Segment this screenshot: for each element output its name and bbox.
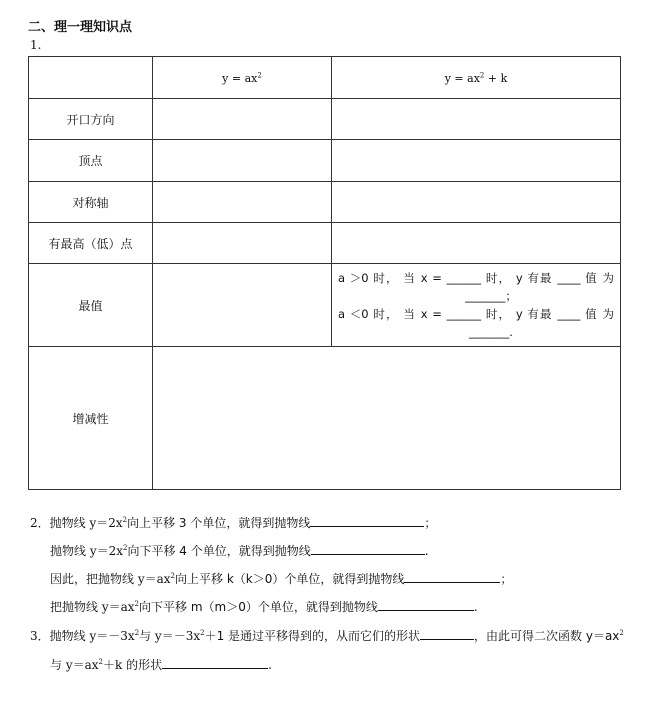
row-label-axis-of-symmetry: 对称轴	[29, 182, 153, 223]
item-2-line-4: 把抛物线 $y=ax^2$向下平移 m（m＞0）个单位，就得到抛物线 .	[50, 600, 478, 614]
table-row	[29, 182, 621, 223]
item-3-line-2: 与 $y=ax^2+k$ 的形状 .	[50, 658, 272, 672]
formula-y-ax2: $y = ax^2$	[222, 70, 262, 85]
knowledge-table	[28, 56, 621, 490]
table-row	[29, 264, 621, 347]
item-2-line-1: 2．抛物线 $y=2x^2$向上平移 3 个单位，就得到抛物线 ；	[30, 516, 437, 530]
header-col-y-ax2	[153, 57, 332, 99]
item-1-number: 1.	[30, 38, 42, 52]
table-header-row	[29, 57, 621, 99]
item-2-line-3: 因此，把抛物线 $y=ax^2$向上平移 k（k＞0）个单位，就得到抛物线 ；	[50, 572, 513, 586]
extreme-line-a-positive: a ＞0 时， 当 x = ______ 时， y 有最 ____ 值 为	[338, 271, 614, 285]
answer-cell[interactable]	[153, 264, 332, 347]
answer-blank[interactable]	[378, 598, 474, 611]
answer-blank[interactable]	[311, 542, 425, 555]
answer-cell[interactable]	[332, 223, 621, 264]
answer-blank[interactable]	[420, 627, 474, 640]
header-blank-cell	[29, 57, 153, 99]
answer-cell[interactable]	[332, 99, 621, 140]
extreme-line-a-negative: a ＜0 时， 当 x = ______ 时， y 有最 ____ 值 为	[338, 307, 614, 321]
answer-cell[interactable]	[153, 182, 332, 223]
answer-blank[interactable]	[162, 656, 268, 669]
table-row	[29, 140, 621, 182]
answer-cell-merged[interactable]	[153, 347, 621, 490]
section-heading: 二、理一理知识点	[28, 20, 133, 35]
row-label-monotonicity: 增减性	[29, 347, 153, 490]
item-3-line-1: 3．抛物线 $y=-3x^2$与 $y=-3x^2+1$ 是通过平移得到的，从而它们的形状 ，由此可得二次函数 $y=ax^2$	[30, 629, 624, 643]
table-row	[29, 347, 621, 490]
answer-cell[interactable]	[153, 99, 332, 140]
answer-cell[interactable]	[153, 140, 332, 182]
extreme-line-a-negative-blank: _______.	[469, 325, 513, 339]
answer-cell[interactable]	[153, 223, 332, 264]
formula-y-ax2-plus-k: $y = ax^2 + k$	[444, 70, 508, 85]
extreme-value-cell[interactable]	[332, 264, 621, 347]
item-2-line-2: 抛物线 $y=2x^2$向下平移 4 个单位，就得到抛物线 .	[50, 544, 429, 558]
table-row	[29, 223, 621, 264]
answer-cell[interactable]	[332, 140, 621, 182]
row-label-opening-direction: 开口方向	[29, 99, 153, 140]
table-row	[29, 99, 621, 140]
row-label-highest-lowest-point: 有最高（低）点	[29, 223, 153, 264]
row-label-extreme-value: 最值	[29, 264, 153, 347]
extreme-line-a-positive-blank: _______；	[465, 289, 517, 303]
row-label-vertex: 顶点	[29, 140, 153, 182]
answer-blank[interactable]	[404, 570, 500, 583]
answer-cell[interactable]	[332, 182, 621, 223]
answer-blank[interactable]	[310, 514, 424, 527]
header-col-y-ax2-k	[332, 57, 621, 99]
